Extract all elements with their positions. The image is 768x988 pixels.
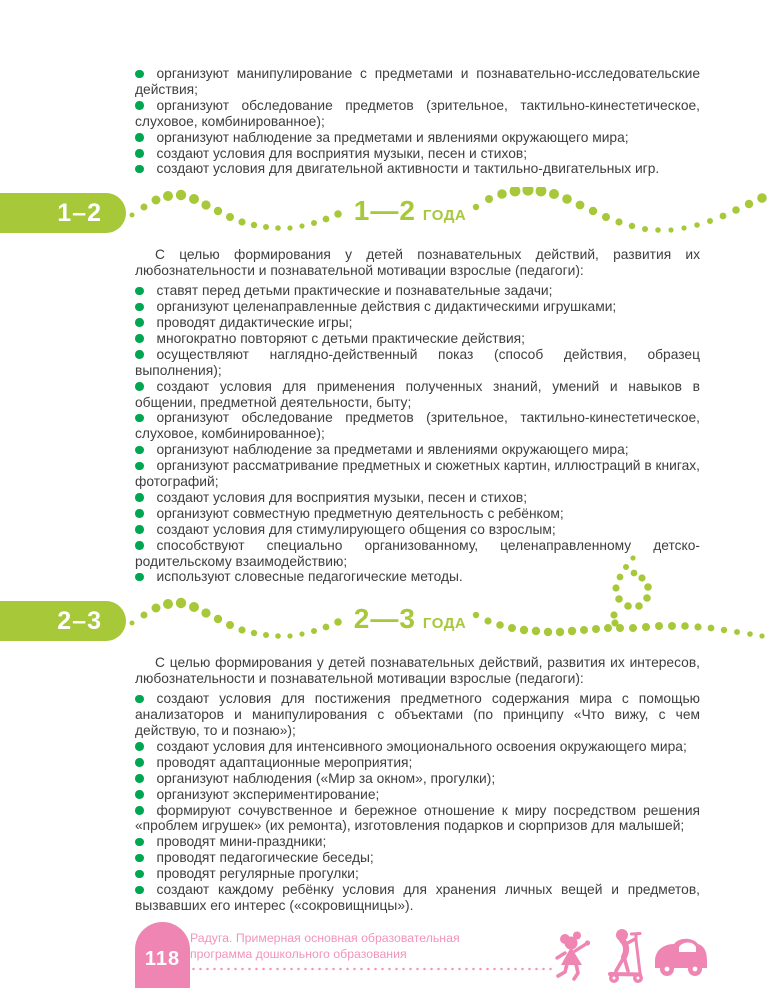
bullet-text: создают условия для интенсивного эмоционального освоения окружающего мира; [156,738,687,754]
bullet-item [135,98,700,130]
bullet-dot-icon [135,414,144,423]
bullet-text: создают каждому ребёнку условия для хранения личных вещей и предметов, вызвавших его интерес («сокровищницы»). [135,882,700,913]
bullet-text: создают условия для применения полученных знаний, умений и навыков в общении, предметной деятельности, быту; [135,378,700,410]
age-band-2-3 [0,595,768,647]
footer-caption-line2: программа дошкольного образования [190,947,407,961]
footer-caption [190,930,460,962]
bullet-text: создают условия для стимулирующего общения со взрослым; [156,521,556,537]
bullet-item [135,834,700,850]
bullet-item [135,522,700,538]
bullet-item [135,771,700,787]
bullet-dot-icon [135,758,144,767]
bullet-item [135,379,700,411]
bullet-dot-icon [135,573,144,582]
bullet-dot-icon [135,742,144,751]
bullet-item [135,755,700,771]
bullet-item [135,866,700,882]
bullet-item [135,331,700,347]
bullet-text: организуют совместную предметную деятельность с ребёнком; [156,505,564,521]
bullet-dot-icon [135,695,144,704]
bullet-text: создают условия для двигательной активности и тактильно-двигательных игр. [156,161,660,177]
bullet-item [135,283,700,299]
bullet-dot-icon [135,509,144,518]
bullet-text: многократно повторяют с детьми практические действия; [156,330,525,346]
bullet-text: организуют обследование предметов (зрительное, тактильно-кинестетическое, слуховое, комбинированное); [135,97,700,129]
bullet-item [135,347,700,379]
bullet-dot-icon [135,838,144,847]
dancing-child-icon [552,930,594,984]
scooter-icon [602,926,648,984]
bullet-text: проводят дидактические игры; [156,314,353,330]
bullet-text: организуют наблюдение за предметами и явлениями окружающего мира; [156,442,629,458]
bullet-dot-icon [135,133,144,142]
bullet-item [135,146,700,162]
bullet-item [135,506,700,522]
bullet-dot-icon [135,165,144,174]
bullet-text: организуют манипулирование с предметами и познавательно-исследовательские действия; [135,66,700,97]
age-heading-2-3 [354,603,466,635]
bullet-dot-icon [135,334,144,343]
bullet-dot-icon [135,303,144,312]
bullet-item [135,410,700,442]
bullet-item [135,538,700,570]
bullet-dot-icon [135,70,144,79]
bullet-text: создают условия для постижения предметного содержания мира с помощью анализаторов и манипулирования с объектами (по принципу «Что вижу, с чем действую, то и познаю»); [135,691,700,738]
age-heading-unit: ГОДА [422,207,467,225]
bullet-dot-icon [135,806,144,815]
bullet-dot-icon [135,446,144,455]
section-1-2-lead: С целью формирования у детей познавательных действий, развития их любознательности и познавательной мотивации взрослые (педагоги): [135,247,700,279]
age-heading-range: 2—3 [353,603,416,635]
bullet-text: организуют наблюдения («Мир за окном», прогулки); [156,770,496,786]
bullet-dot-icon [135,462,144,471]
bullet-dot-icon [135,854,144,863]
bullet-item [135,803,700,835]
bullet-dot-icon [135,870,144,879]
bullet-item [135,299,700,315]
age-heading-unit: ГОДА [422,615,467,633]
intro-bullet-list [135,66,700,177]
bullet-item [135,130,700,146]
toy-car-icon [652,934,710,980]
bullet-item [135,569,700,585]
bullet-text: организуют экспериментирование; [156,786,380,802]
bullet-item [135,882,700,914]
bullet-item [135,458,700,490]
bullet-text: используют словесные педагогические методы. [156,569,463,585]
bullet-dot-icon [135,525,144,534]
bullet-item [135,442,700,458]
section-2-3-bullet-list [135,691,700,914]
bullet-text: ставят перед детьми практические и познавательные задачи; [156,283,553,299]
bullet-text: организуют целенаправленные действия с дидактическими игрушками; [156,299,617,315]
section-1-2-bullet-list [135,283,700,585]
bullet-dot-icon [135,101,144,110]
age-heading-1-2 [354,195,466,227]
bullet-item [135,691,700,739]
bullet-dot-icon [135,886,144,895]
bullet-dot-icon [135,350,144,359]
bullet-text: проводят мини-праздники; [156,834,327,850]
bullet-text: создают условия для восприятия музыки, песен и стихов; [156,489,528,505]
bullet-dot-icon [135,774,144,783]
bullet-dot-icon [135,149,144,158]
age-tab-1-2: 1–2 [0,193,126,233]
age-heading-range: 1—2 [353,195,416,227]
bullet-text: формируют сочувственное и бережное отношение к миру посредством решения «проблем игрушек» (их ремонта), изготовления подарков и сюрпризов для малышей; [135,802,700,834]
bullet-text: организуют наблюдение за предметами и явлениями окружающего мира; [156,129,629,145]
bullet-dot-icon [135,493,144,502]
bullet-item [135,739,700,755]
bullet-dot-icon [135,287,144,296]
page-number-tab: 118 [135,922,190,988]
bullet-text: осуществляют наглядно-действенный показ (способ действия, образец выполнения); [135,346,700,378]
bullet-item [135,850,700,866]
bullet-text: способствуют специально организованному, целенаправленному детско-родительскому взаимодействию; [135,537,700,569]
age-band-1-2 [0,187,768,239]
page-footer [0,920,768,988]
bullet-item [135,315,700,331]
bullet-text: проводят педагогические беседы; [156,850,374,866]
footer-dotted-line [190,967,555,971]
age-tab-2-3: 2–3 [0,601,126,641]
bullet-dot-icon [135,382,144,391]
bullet-text: организуют рассматривание предметных и сюжетных картин, иллюстраций в книгах, фотографий; [135,458,700,490]
bullet-text: проводят регулярные прогулки; [156,866,359,882]
bullet-text: создают условия для восприятия музыки, песен и стихов; [156,145,528,161]
bullet-item [135,161,700,177]
bullet-dot-icon [135,541,144,550]
bullet-item [135,490,700,506]
bullet-text: проводят адаптационные мероприятия; [156,754,413,770]
bullet-item [135,787,700,803]
section-2-3-lead: С целью формирования у детей познавательных действий, развития их интересов, любознательности и познавательной мотивации взрослые (педагоги): [135,655,700,687]
bullet-item [135,66,700,98]
bullet-text: организуют обследование предметов (зрительное, тактильно-кинестетическое, слуховое, комбинированное); [135,410,700,442]
bullet-dot-icon [135,790,144,799]
bullet-dot-icon [135,318,144,327]
footer-caption-line1: Радуга. Примерная основная образовательная [190,931,460,945]
